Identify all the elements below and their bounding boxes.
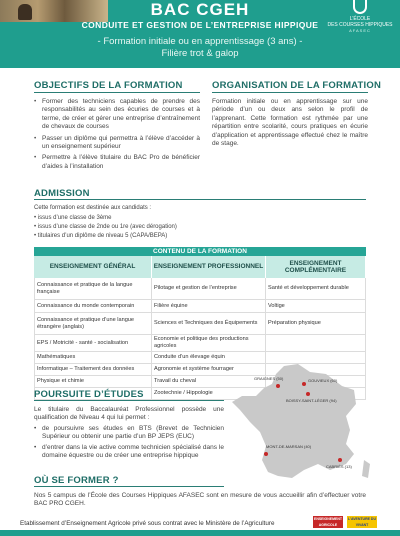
table-cell: Connaissance du monde contemporain bbox=[34, 300, 152, 312]
table-cell: Mathématiques bbox=[34, 352, 152, 363]
france-map bbox=[226, 360, 376, 485]
table-cell: Zootechnie / Hippologie bbox=[152, 388, 266, 399]
city-label: BOISSY-SAINT-LÉGER (94) bbox=[286, 398, 337, 403]
table-cell: Conduite d’un élevage équin bbox=[152, 352, 266, 363]
table-cell bbox=[266, 335, 366, 351]
logo1-text: ENSEIGNEMENT AGRICOLE bbox=[313, 517, 342, 527]
table-cell: Pilotage et gestion de l’entreprise bbox=[152, 278, 266, 299]
table-cell: Agronomie et système fourrager bbox=[152, 364, 266, 375]
footer-text: Etablissement d’Enseignement Agricole privé sous contrat avec le Ministère de l’Agriculture bbox=[20, 520, 275, 527]
poursuite-list bbox=[34, 425, 224, 463]
header-general: ENSEIGNEMENT GÉNÉRAL bbox=[34, 256, 152, 278]
poursuite-rule bbox=[34, 400, 224, 401]
page-title: BAC CGEH bbox=[150, 0, 250, 19]
admission-item: • titulaires d’un diplôme de niveau 5 (CAPA/BEPA) bbox=[34, 232, 177, 241]
objectif-item: • Former des techniciens capables de prendre des responsabilités au sein des écuries de courses et à terme, de créer et gérer une entreprise d’entraînement de chevaux de courses bbox=[34, 98, 200, 132]
admission-list bbox=[34, 214, 177, 240]
objectif-item: • Permettre à l’élève titulaire du BAC Pro de bénéficier d’aides à l’installation bbox=[34, 154, 200, 171]
france-shape bbox=[232, 364, 356, 478]
city-marker bbox=[306, 392, 310, 396]
afasec-logo bbox=[324, 0, 396, 40]
horseshoe-icon bbox=[353, 0, 367, 14]
table-row bbox=[34, 278, 366, 300]
filiere: Filière trot & galop bbox=[161, 48, 239, 59]
admission-title: ADMISSION bbox=[34, 188, 90, 199]
city-label: GOUVIEUX (60) bbox=[308, 378, 338, 383]
table-cell: Informatique – Traitement des données bbox=[34, 364, 152, 375]
ou-title: OÙ SE FORMER ? bbox=[34, 475, 119, 486]
header-complementaire: ENSEIGNEMENT COMPLÉMENTAIRE bbox=[266, 256, 366, 278]
city-marker bbox=[338, 458, 342, 462]
table-cell: Connaissance et pratique de la langue française bbox=[34, 278, 152, 299]
table-cell: Connaissance et pratique d’une langue étrangère (anglais) bbox=[34, 313, 152, 334]
objectifs-title: OBJECTIFS DE LA FORMATION bbox=[34, 80, 183, 91]
organisation-rule bbox=[212, 92, 368, 93]
table-cell: Physique et chimie bbox=[34, 376, 152, 387]
logo-text-1: L’ÉCOLE bbox=[349, 16, 371, 22]
organisation-title: ORGANISATION DE LA FORMATION bbox=[212, 80, 382, 91]
admission-item: • issus d’une classe de 2nde ou 1re (avec dérogation) bbox=[34, 223, 177, 232]
poursuite-item: • de poursuivre ses études en BTS (Brevet de Technicien Supérieur ou obtenir une partie d’un BP JEPS (EUC) bbox=[34, 425, 224, 442]
table-cell: Voltige bbox=[266, 300, 366, 312]
objectif-item: • Passer un diplôme qui permettra à l’élève d’accéder à un enseignement supérieur bbox=[34, 135, 200, 152]
page-subtitle: CONDUITE ET GESTION DE L’ENTREPRISE HIPPIQUE bbox=[81, 20, 319, 30]
organisation-text: Formation initiale ou en apprentissage sur une période d’un ou deux ans selon le profil de l’apprenant. Cette formation est rythmée par une répartition entre scolarité, cours pratiques en écurie d’application et apprentissage effectué chez le maître de stage. bbox=[212, 98, 368, 148]
aventure-du-vivant-logo bbox=[347, 516, 377, 528]
admission-item: • issus d’une classe de 3ème bbox=[34, 214, 177, 223]
logo-text-2: DES COURSES HIPPIQUES bbox=[327, 22, 393, 28]
ou-rule bbox=[34, 486, 224, 487]
logo-text-3: AFASEC bbox=[349, 28, 371, 33]
poursuite-title: POURSUITE D’ÉTUDES bbox=[34, 389, 144, 400]
table-row bbox=[34, 300, 366, 313]
table-row bbox=[34, 313, 366, 335]
city-marker bbox=[302, 382, 306, 386]
ou-text: Nos 5 campus de l’École des Courses Hippiques AFASEC sont en mesure de vous accueillir afin d’effectuer votre BAC PRO CGEH. bbox=[34, 492, 366, 508]
city-label: MONT-DE-MARSAN (40) bbox=[266, 444, 312, 449]
table-cell: EPS / Motricité - santé - socialisation bbox=[34, 335, 152, 351]
corsica-shape bbox=[362, 460, 370, 478]
contenu-banner: CONTENU DE LA FORMATION bbox=[34, 247, 366, 256]
table-cell: Préparation physique bbox=[266, 313, 366, 334]
poursuite-intro: Le titulaire du Baccalauréat Professionnel possède une qualification de Niveau 4 qui lui permet : bbox=[34, 406, 224, 422]
city-label: GRAIGNES (50) bbox=[254, 376, 284, 381]
header-banner bbox=[0, 0, 400, 68]
table-cell: Travail du cheval bbox=[152, 376, 266, 387]
objectifs-list bbox=[34, 98, 200, 174]
poursuite-item: • d’entrer dans la vie active comme technicien spécialisé dans le domaine équestre ou de créer une entreprise hippique bbox=[34, 444, 224, 461]
logo2-text: L’AVENTURE DU VIVANT bbox=[348, 517, 376, 527]
enseignement-agricole-logo bbox=[313, 516, 343, 528]
contenu-header-row bbox=[34, 256, 366, 278]
formation-type: - Formation initiale ou en apprentissage (3 ans) - bbox=[97, 36, 303, 47]
admission-rule bbox=[34, 199, 366, 200]
city-marker bbox=[276, 384, 280, 388]
objectifs-rule bbox=[34, 92, 200, 93]
table-cell: Economie et politique des productions agricoles bbox=[152, 335, 266, 351]
header-professionnel: ENSEIGNEMENT PROFESSIONNEL bbox=[152, 256, 266, 278]
city-label: CABRIÈS (13) bbox=[326, 464, 352, 469]
table-row bbox=[34, 335, 366, 352]
table-cell: Santé et développement durable bbox=[266, 278, 366, 299]
table-cell: Sciences et Techniques des Équipements bbox=[152, 313, 266, 334]
city-marker bbox=[264, 452, 268, 456]
bottom-bar bbox=[0, 530, 400, 536]
table-cell: Filière équine bbox=[152, 300, 266, 312]
admission-intro: Cette formation est destinée aux candidats : bbox=[34, 205, 152, 211]
